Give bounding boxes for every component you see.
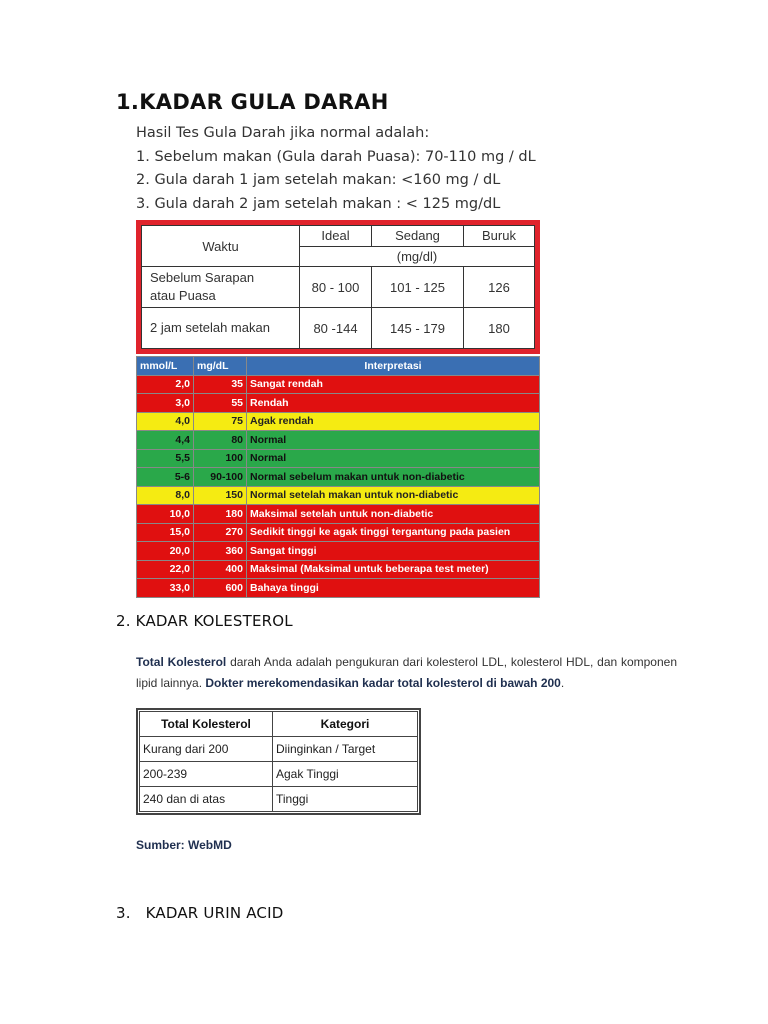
mgdl-cell: 360 [194,542,247,561]
interpretation-cell: Sangat tinggi [247,542,540,561]
table-cell: 200-239 [140,762,273,787]
mgdl-cell: 400 [194,560,247,579]
interpretation-row [137,394,540,413]
mgdl-cell: 90-100 [194,468,247,487]
intro-line: 2. Gula darah 1 jam setelah makan: <160 mg / dL [136,172,501,188]
header-mmol: mmol/L [137,357,194,376]
interpretation-row [137,431,540,450]
interpretation-row [137,412,540,431]
intro-line: Hasil Tes Gula Darah jika normal adalah: [136,125,430,141]
interpretation-cell: Normal [247,431,540,450]
interpretation-row [137,375,540,394]
para-bold: Dokter merekomendasikan kadar total kolesterol di bawah 200 [205,676,561,690]
waktu-cell [142,267,300,308]
interpretation-cell: Normal [247,449,540,468]
header-waktu: Waktu [142,226,300,267]
mgdl-cell: 150 [194,486,247,505]
mgdl-cell: 600 [194,579,247,598]
ideal-cell: 80 - 100 [300,267,372,308]
mmol-cell: 3,0 [137,394,194,413]
interpretation-cell: Bahaya tinggi [247,579,540,598]
header-unit: (mg/dl) [300,246,535,267]
mgdl-cell: 100 [194,449,247,468]
interpretation-row [137,579,540,598]
cholesterol-table-frame [136,708,421,815]
ideal-cell: 80 -144 [300,308,372,349]
table-header-row [137,357,540,376]
mgdl-cell: 55 [194,394,247,413]
interpretation-row [137,486,540,505]
intro-line: 1. Sebelum makan (Gula darah Puasa): 70-110 mg / dL [136,148,536,165]
header-total-kolesterol: Total Kolesterol [140,712,273,737]
interpretation-cell: Normal sebelum makan untuk non-diabetic [247,468,540,487]
waktu-line: Sebelum Sarapan [150,270,255,285]
table-row [140,737,418,762]
mmol-cell: 20,0 [137,542,194,561]
header-interpretasi: Interpretasi [247,357,540,376]
mmol-cell: 8,0 [137,486,194,505]
para-text: . [560,676,565,690]
mgdl-cell: 270 [194,523,247,542]
sedang-cell: 145 - 179 [372,308,464,349]
interpretation-cell: Maksimal (Maksimal untuk beberapa test meter) [247,560,540,579]
glucose-time-table [141,225,535,349]
mgdl-cell: 180 [194,505,247,524]
interpretation-cell: Maksimal setelah untuk non-diabetic [247,505,540,524]
interpretation-row [137,505,540,524]
buruk-cell: 126 [464,267,535,308]
section3-title: 3. KADAR URIN ACID [116,904,284,922]
section2-title: 2. KADAR KOLESTEROL [116,612,293,630]
interpretation-row [137,560,540,579]
table-cell: Kurang dari 200 [140,737,273,762]
cholesterol-paragraph [136,652,677,694]
waktu-line: atau Puasa [150,288,216,303]
interpretation-cell: Sangat rendah [247,375,540,394]
mgdl-cell: 80 [194,431,247,450]
buruk-cell: 180 [464,308,535,349]
mgdl-cell: 35 [194,375,247,394]
mmol-cell: 10,0 [137,505,194,524]
intro-line: 3. Gula darah 2 jam setelah makan : < 125 mg/dL [136,195,501,212]
header-sedang: Sedang [372,226,464,247]
interpretation-cell: Rendah [247,394,540,413]
glucose-time-table-frame [136,220,540,354]
table-cell: Agak Tinggi [273,762,418,787]
interpretation-row [137,468,540,487]
interpretation-cell: Normal setelah makan untuk non-diabetic [247,486,540,505]
para-text: darah Anda adalah pengukuran dari kolesterol LDL, kolesterol HDL, dan komponen lipid lainnya. [136,655,678,690]
header-kategori: Kategori [273,712,418,737]
interpretation-row [137,542,540,561]
glucose-interpretation-table [136,356,540,598]
mmol-cell: 33,0 [137,579,194,598]
header-buruk: Buruk [464,226,535,247]
header-ideal: Ideal [300,226,372,247]
table-row [140,787,418,812]
interpretation-row [137,523,540,542]
waktu-cell: 2 jam setelah makan [142,308,300,349]
mmol-cell: 4,4 [137,431,194,450]
interpretation-cell: Agak rendah [247,412,540,431]
mmol-cell: 4,0 [137,412,194,431]
table-row [140,762,418,787]
para-bold: Total Kolesterol [136,655,227,669]
table-cell: 240 dan di atas [140,787,273,812]
table-cell: Tinggi [273,787,418,812]
mmol-cell: 5,5 [137,449,194,468]
sedang-cell: 101 - 125 [372,267,464,308]
section1-intro [136,122,536,216]
mmol-cell: 15,0 [137,523,194,542]
interpretation-cell: Sedikit tinggi ke agak tinggi tergantung pada pasien [247,523,540,542]
interpretation-row [137,449,540,468]
source-note: Sumber: WebMD [136,838,232,852]
section1-title: 1.KADAR GULA DARAH [116,90,389,114]
mmol-cell: 5-6 [137,468,194,487]
mmol-cell: 2,0 [137,375,194,394]
table-cell: Diinginkan / Target [273,737,418,762]
mmol-cell: 22,0 [137,560,194,579]
table-header-row [140,712,418,737]
mgdl-cell: 75 [194,412,247,431]
cholesterol-table [139,711,418,812]
header-mgdl: mg/dL [194,357,247,376]
